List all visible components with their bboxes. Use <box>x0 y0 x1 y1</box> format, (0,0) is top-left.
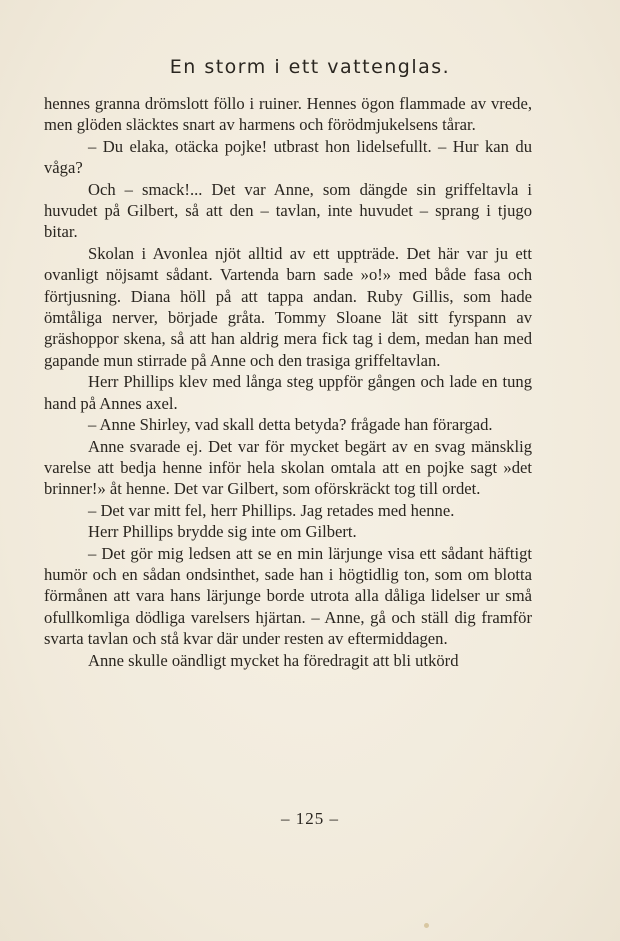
running-head: En storm i ett vattenglas. <box>169 56 451 78</box>
paragraph: Anne skulle oändligt mycket ha föredragit att bli utkörd <box>88 650 459 670</box>
paper-spot <box>424 923 429 928</box>
paragraph: hennes granna drömslott föllo i ruiner. Hennes ögon flammade av vrede, men glöden släcktes snart av harmens och förödmjukelsens tårar. <box>44 94 532 135</box>
paragraph: Skolan i Avonlea njöt alltid av ett uppträde. Det här var ju ett ovanligt nöjsamt sådant. Vartenda barn sade »o!» med både fasa och förtjusning. Diana höll på att tappa andan. Ruby Gillis, som hade ömtåliga nerver, började gråta. Tommy Sloane lät sitt fyrspann av gräshoppor skena, så att han aldrig mera fick tag i dem, medan han med gapande mun stirrade på Anne och den trasiga griffeltavlan. <box>44 243 532 370</box>
paragraph: Och – smack!... Det var Anne, som dängde sin griffeltavla i huvudet på Gilbert, så att den – tavlan, inte huvudet – sprang i tjugo bitar. <box>44 179 532 242</box>
body-text <box>44 93 532 671</box>
paragraph: – Du elaka, otäcka pojke! utbrast hon lidelsefullt. – Hur kan du våga? <box>44 136 532 178</box>
paragraph: Herr Phillips klev med långa steg uppför gången och lade en tung hand på Annes axel. <box>44 372 532 413</box>
paragraph: – Det var mitt fel, herr Phillips. Jag retades med henne. <box>88 500 455 520</box>
paragraph: – Anne Shirley, vad skall detta betyda? frågade han förargad. <box>88 415 493 435</box>
page-number: – 125 – <box>281 809 339 828</box>
paragraph: Herr Phillips brydde sig inte om Gilbert. <box>88 522 357 542</box>
paragraph: Anne svarade ej. Det var för mycket begärt av en svag mänsklig varelse att bedja henne inför hela skolan omtala att en pojke sagt »det brinner!» åt henne. Det var Gilbert, som oförskräckt tog till ordet. <box>44 436 532 499</box>
paragraph: – Det gör mig ledsen att se en min lärjunge visa ett sådant häftigt humör och en sådan ondsinthet, sade han i högtidlig ton, som om blotta förmånen att vara hans lärjunge borde utrota alla dåliga lidelser ur små ofullkomliga dödliga varelsers hjärtan. – Anne, gå och ställ dig framför svarta tavlan och stå kvar där under resten av eftermiddagen. <box>44 543 532 649</box>
